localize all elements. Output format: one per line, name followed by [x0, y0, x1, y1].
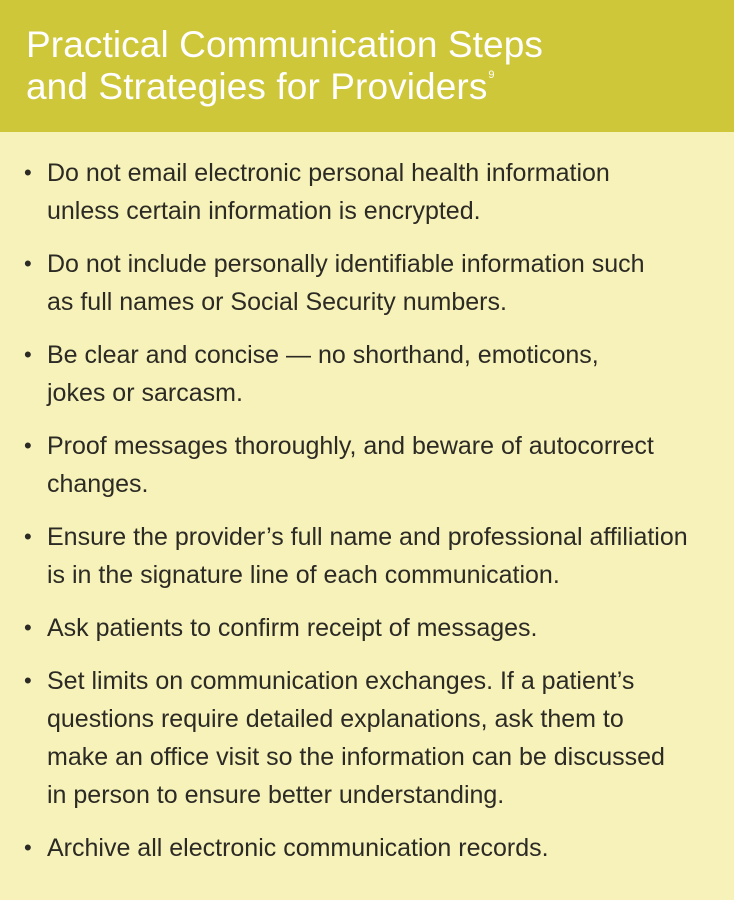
bullet-line: make an office visit so the information can be discussed — [47, 743, 665, 771]
bullet-line: is in the signature line of each communication. — [47, 561, 560, 589]
bullet-item-signature-line — [24, 518, 716, 594]
bullet-marker: • — [24, 668, 32, 693]
bullet-line: Ask patients to confirm receipt of messages. — [47, 614, 538, 642]
bullet-item-set-limits — [24, 662, 716, 814]
bullet-marker: • — [24, 160, 32, 185]
bullet-item-confirm-receipt — [24, 609, 716, 647]
bullet-item-clear-concise — [24, 336, 716, 412]
bullet-marker: • — [24, 433, 32, 458]
bullet-line: jokes or sarcasm. — [47, 379, 243, 407]
bullet-line: Ensure the provider’s full name and professional affiliation — [47, 523, 688, 551]
bullet-line: as full names or Social Security numbers. — [47, 288, 507, 316]
bullet-item-email-phi — [24, 154, 716, 230]
bullet-line: in person to ensure better understanding. — [47, 781, 505, 809]
bullet-line: changes. — [47, 470, 149, 498]
panel-title — [26, 24, 716, 108]
bullet-line: unless certain information is encrypted. — [47, 197, 481, 225]
bullet-line: Set limits on communication exchanges. If a patient’s — [47, 667, 635, 695]
title-line-2 — [26, 66, 716, 108]
bullet-line: Proof messages thoroughly, and beware of autocorrect — [47, 432, 654, 460]
bullet-marker: • — [24, 342, 32, 367]
bullet-marker: • — [24, 615, 32, 640]
bullet-item-proof-messages — [24, 427, 716, 503]
bullet-line: questions require detailed explanations, ask them to — [47, 705, 624, 733]
title-line-2-text: and Strategies for Providers — [26, 66, 488, 107]
bullet-line: Archive all electronic communication records. — [47, 834, 549, 862]
bullet-marker: • — [24, 251, 32, 276]
bullet-line: Do not email electronic personal health information — [47, 159, 610, 187]
bullet-line: Do not include personally identifiable information such — [47, 250, 645, 278]
bullet-marker: • — [24, 835, 32, 860]
bullet-item-personal-identifiers — [24, 245, 716, 321]
bullet-marker: • — [24, 524, 32, 549]
title-footnote-reference: 9 — [488, 68, 495, 81]
strategy-bullet-list — [24, 154, 716, 867]
bullet-item-archive-records — [24, 829, 716, 867]
title-line-1: Practical Communication Steps — [26, 24, 543, 65]
bullet-line: Be clear and concise — no shorthand, emoticons, — [47, 341, 599, 369]
